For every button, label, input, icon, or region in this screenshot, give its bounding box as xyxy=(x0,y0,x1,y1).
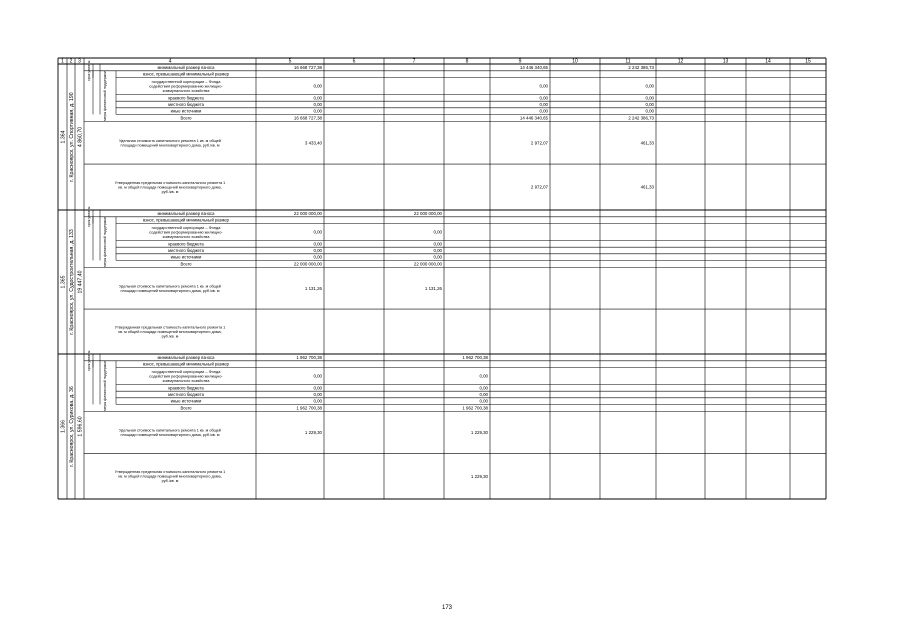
cell-value: 14 446 340,65 xyxy=(519,64,548,70)
cell-value: 0,00 xyxy=(313,385,322,391)
column-header-8: 8 xyxy=(465,58,469,65)
unit-cost-value: 1 131,26 xyxy=(424,285,442,291)
cell-value: 0,00 xyxy=(539,108,548,114)
cell-value: 16 668 727,38 xyxy=(293,64,322,70)
cell-value: 22 000 000,00 xyxy=(293,210,322,216)
cell-value: 0,00 xyxy=(313,398,322,404)
row-label: местного бюджета xyxy=(168,248,204,253)
row-label: иные источники xyxy=(170,108,202,114)
cell-value: 0,00 xyxy=(479,392,488,397)
unit-cost-label: Удельная стоимость капитального ремонта 1 кв. м общей площади помещений многоквартирного дома, руб./кв. м xyxy=(119,428,221,438)
cell-value: 1 962 700,38 xyxy=(462,405,488,411)
column-header-10: 10 xyxy=(572,58,578,65)
column-header-11: 11 xyxy=(625,58,631,65)
max-cost-value: 1 229,30 xyxy=(470,473,488,479)
column-header-12: 12 xyxy=(677,58,684,65)
row-label-fund: государственной корпорации – Фонда содействия реформированию жилищно-коммунального хозяйства xyxy=(149,78,223,94)
row-label: краевого бюджета xyxy=(168,241,204,247)
cell-value: 1 962 700,38 xyxy=(296,354,322,360)
object-number: 1.364 xyxy=(60,130,67,144)
object-address: г. Красноярск, ул. Сурикова, д. 36 xyxy=(69,386,75,467)
row-label: иные источники xyxy=(170,254,202,260)
cell-value: 0,00 xyxy=(479,385,488,391)
row-label: местного бюджета xyxy=(168,392,204,397)
object-address: г. Красноярск, ул. Судостроительная, д. 133 xyxy=(69,229,75,335)
row-label: иные источники xyxy=(170,398,202,404)
cell-value: 22 000 000,00 xyxy=(293,261,322,267)
column-header-1: 1 xyxy=(61,58,64,65)
object-number: 1.365 xyxy=(60,275,67,289)
cell-value: 0,00 xyxy=(313,248,322,253)
row-label: взнос, превышающий минимальный размер xyxy=(142,361,230,367)
row-label: взнос, превышающий минимальный размер xyxy=(142,217,230,223)
cell-value: 0,00 xyxy=(539,83,548,89)
unit-cost-value: 3 433,40 xyxy=(304,140,322,146)
row-label: Всего xyxy=(180,261,192,267)
cell-value: 0,00 xyxy=(479,398,488,404)
table-texts xyxy=(61,59,811,483)
column-header-2: 2 xyxy=(69,58,73,65)
unit-cost-value: 1 131,26 xyxy=(304,285,322,291)
cell-value: 0,00 xyxy=(313,108,322,114)
cell-value: 0,00 xyxy=(313,392,322,397)
cell-value: 22 000 000,00 xyxy=(413,210,442,216)
srok-label: срок уплаты xyxy=(87,350,91,371)
column-header-5: 5 xyxy=(288,58,292,65)
column-header-6: 6 xyxy=(352,58,356,65)
cell-value: 2 242 386,73 xyxy=(628,64,654,70)
cell-value: 1 962 700,38 xyxy=(296,405,322,411)
srok-label: срок уплаты xyxy=(87,60,91,81)
unit-cost-label: Удельная стоимость капитального ремонта 1 кв. м общей площади помещений многоквартирного дома, руб./кв. м xyxy=(119,138,221,148)
page-number: 173 xyxy=(441,605,453,611)
column-header-4: 4 xyxy=(168,58,172,65)
cell-value: 2 242 386,73 xyxy=(628,115,654,121)
cell-value: 0,00 xyxy=(433,254,442,260)
cell-value: 0,00 xyxy=(313,95,322,101)
unit-cost-value: 2 972,07 xyxy=(530,140,548,146)
cell-value: 0,00 xyxy=(539,102,548,107)
max-cost-label: Утвержденная предельная стоимость капитального ремонта 1 кв. м общей площади помещений многоквартирного дома, руб./кв. м xyxy=(114,180,226,194)
row-label-fund: государственной корпорации – Фонда содействия реформированию жилищно-коммунального хозяйства xyxy=(149,224,223,240)
cell-value: 0,00 xyxy=(645,95,654,101)
max-cost-label: Утвержденная предельная стоимость капитального ремонта 1 кв. м общей площади помещений многоквартирного дома, руб./кв. м xyxy=(114,325,226,339)
mery-label: меры финансовой поддержки xyxy=(103,217,107,267)
cell-value: 0,00 xyxy=(313,229,322,235)
cell-value: 0,00 xyxy=(539,95,548,101)
unit-cost-value: 1 229,30 xyxy=(304,430,322,436)
cell-value: 1 962 700,38 xyxy=(462,354,488,360)
object-number: 1.366 xyxy=(60,420,67,433)
object-area: 4 860,70 xyxy=(77,126,84,148)
object-area: 19 447,40 xyxy=(77,270,84,294)
column-header-15: 15 xyxy=(805,58,811,65)
cell-value: 0,00 xyxy=(645,83,654,89)
cell-value: 0,00 xyxy=(313,102,322,107)
unit-cost-value: 461,33 xyxy=(640,140,654,146)
column-header-9: 9 xyxy=(518,58,522,65)
max-cost-value: 461,33 xyxy=(640,184,654,190)
row-label: минимальный размер взноса xyxy=(157,64,215,70)
column-header-7: 7 xyxy=(412,58,416,65)
row-label: взнос, превышающий минимальный размер xyxy=(142,71,230,77)
cell-value: 22 000 000,00 xyxy=(413,261,442,267)
row-label: краевого бюджета xyxy=(168,385,204,391)
row-label: минимальный размер взноса xyxy=(157,210,215,216)
cell-value: 0,00 xyxy=(313,373,322,379)
cell-value: 0,00 xyxy=(313,254,322,260)
row-label-fund: государственной корпорации – Фонда содействия реформированию жилищно-коммунального хозяйства xyxy=(149,368,223,384)
row-label: Всего xyxy=(180,115,192,121)
cell-value: 0,00 xyxy=(479,373,488,379)
cell-value: 0,00 xyxy=(433,229,442,235)
unit-cost-value: 1 229,30 xyxy=(470,430,488,436)
row-label: краевого бюджета xyxy=(168,95,204,101)
row-label: минимальный размер взноса xyxy=(157,354,215,360)
cell-value: 14 446 340,65 xyxy=(519,115,548,121)
cell-value: 16 668 727,38 xyxy=(293,115,322,121)
max-cost-value: 2 972,07 xyxy=(530,184,548,190)
cell-value: 0,00 xyxy=(313,241,322,247)
object-address: г. Красноярск, ул. Спортивная, д. 190 xyxy=(69,92,75,182)
srok-label: срок уплаты xyxy=(87,206,91,227)
cell-value: 0,00 xyxy=(433,241,442,247)
cell-value: 0,00 xyxy=(433,248,442,253)
mery-label: меры финансовой поддержки xyxy=(103,361,107,411)
cell-value: 0,00 xyxy=(313,83,322,89)
column-header-13: 13 xyxy=(722,58,729,65)
row-label: Всего xyxy=(180,405,192,411)
mery-label: меры финансовой поддержки xyxy=(103,71,107,121)
cell-value: 0,00 xyxy=(645,102,654,107)
cell-value: 0,00 xyxy=(645,108,654,114)
max-cost-label: Утвержденная предельная стоимость капитального ремонта 1 кв. м общей площади помещений многоквартирного дома, руб./кв. м xyxy=(114,470,226,484)
column-header-3: 3 xyxy=(78,58,81,65)
object-area: 1 596,60 xyxy=(77,416,84,437)
column-header-14: 14 xyxy=(765,58,771,65)
row-label: местного бюджета xyxy=(168,102,204,107)
unit-cost-label: Удельная стоимость капитального ремонта 1 кв. м общей площади помещений многоквартирного дома, руб./кв. м xyxy=(119,284,221,293)
